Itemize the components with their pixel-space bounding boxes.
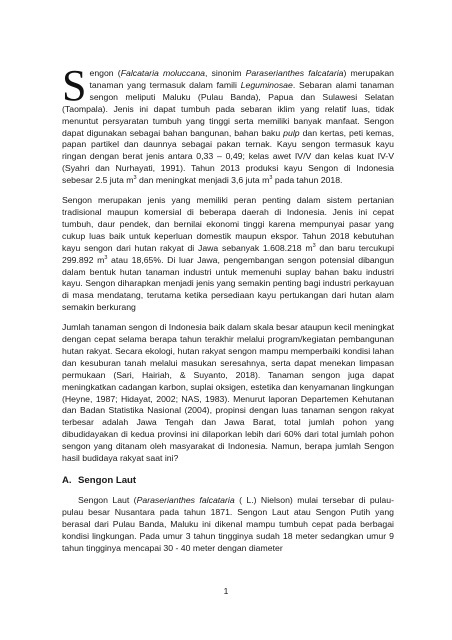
superscript: 3 [312, 242, 316, 249]
text-run: dan baru tercukupi 299.892 m [62, 242, 395, 265]
superscript: 3 [133, 175, 137, 182]
paragraph-text [62, 495, 394, 553]
italic-text: Falcataria moluccana [120, 68, 205, 78]
text-run: Sengon merupakan jenis yang memiliki peran penting dalam sistem pertanian tradisional maupun komersial di beberapa daerah di Indonesia. Jenis ini cepat tumbuh, daur pendek, dan bernilai ekonomi tinggi karena mempunyai pasar yang cukup luas baik untuk keperluan domestik maupun ekspor. Tahun 2018 kebutuhan kayu sengon dari hutan rakyat di Jawa sebanyak 1.608.218 m [62, 195, 394, 253]
text-run: dan kertas, peti kemas, papan partikel dan daunnya sebagai pakan ternak. Kayu sengon termasuk kayu ringan dengan berat jenis antara 0,33 – 0,49; kelas awet IV/V dan kelas kuat IV-V (Syahri dan Nurhayati, 1991). Tahun 2013 produksi kayu Sengon di Indonesia sebesar 2.5 juta m [62, 127, 394, 186]
italic-text: Paraserianthes falcataria [245, 68, 344, 78]
paragraph-text [62, 322, 394, 463]
intro-paragraph-1 [62, 61, 394, 187]
text-run: . Sebaran alami tanaman sengon meliputi Maluku (Pulau Banda), Papua dan Sulawesi Selatan (Taompala). Jenis ini dapat tumbuh pada sebaran iklim yang relatif luas, tidak menuntut persyaratan tumbuh yang tinggi serta memiliki banyak manfaat. Sengon dapat digunakan sebagai bahan bangunan, bahan baku [62, 79, 394, 138]
section-heading [62, 475, 394, 486]
intro-paragraph-2 [62, 195, 394, 314]
section-a-paragraph-1 [62, 495, 394, 555]
text-run: Jumlah tanaman sengon di Indonesia baik dalam skala besar ataupun kecil meningkat dengan cepat selama berapa tahun terakhir melalui program/kegiatan pembangunan hutan rakyat. Secara ekologi, hutan rakyat sengon mampu memperbaiki kondisi lahan dan kesuburan tanah melalui masukan seresahnya, serta dapat menekan limpasan permukaan (Sari, Hairiah, & Suyanto, 2018). Tanaman sengon juga dapat meningkatkan cadangan karbon, suplai oksigen, estetika dan kenyamanan lingkungan (Heyne, 1987; Hidayat, 2002; NAS, 1983). Menurut laporan Departemen Kehutanan dan Badan Statistika Nasional (2004), propinsi dengan luas tanaman sengon rakyat terbesar adalah Jawa Tengah dan Jawa Barat, total jumlah pohon yang dibudidayakan di kedua provinsi ini dilaporkan lebih dari 60% dari total jumlah pohon sengon yang ditanam oleh masyarakat di Indonesia. Namun, berapa jumlah Sengon hasil budidaya rakyat saat ini? [62, 322, 394, 464]
section-number: A. [62, 475, 72, 486]
page-number: 1 [223, 586, 229, 596]
text-run: ( L.) Nielson) mulai tersebar di pulau-pulau besar Nusantara pada tahun 1871. Sengon Laut atau Sengon Putih yang berasal dari Pulau Banda, Maluku ini dikenal mampu tumbuh cepat pada berbagai kondisi lingkungan. Pada umur 3 tahun tingginya sudah 18 meter sedangkan umur 9 tahun tingginya mencapai 30 - 40 meter dengan diameter [62, 495, 394, 553]
text-run: engon ( [89, 68, 121, 78]
italic-text: pulp [283, 127, 300, 138]
italic-text: Paraserianthes falcataria [136, 495, 235, 505]
text-run: Sengon Laut ( [78, 495, 137, 505]
text-run: , sinonim [205, 68, 246, 78]
superscript: 3 [269, 175, 273, 182]
text-run: atau 18,65%. Di luar Jawa, pengembangan sengon potensial dibangun dalam bentuk hutan tanaman industri untuk memenuhi suplay bahan baku industri kayu. Sengon diharapkan menjadi jenis yang semakin penting bagi industri perkayuan di masa mendatang, terutama ketika persediaan kayu pertukangan dari hutan alam semakin berkurang [62, 254, 394, 313]
text-run: dan meningkat menjadi 3,6 juta m [136, 175, 270, 186]
text-run: pada tahun 2018. [272, 175, 343, 186]
superscript: 3 [104, 254, 108, 261]
text-run: ) merupakan tanaman yang termasuk dalam famili [89, 68, 394, 90]
intro-paragraph-3 [62, 322, 394, 465]
paragraph-text [62, 61, 394, 186]
section-title: Sengon Laut [78, 475, 137, 486]
italic-text: Leguminosae [240, 79, 293, 90]
paragraph-text [62, 195, 394, 312]
drop-cap: S [62, 61, 87, 110]
